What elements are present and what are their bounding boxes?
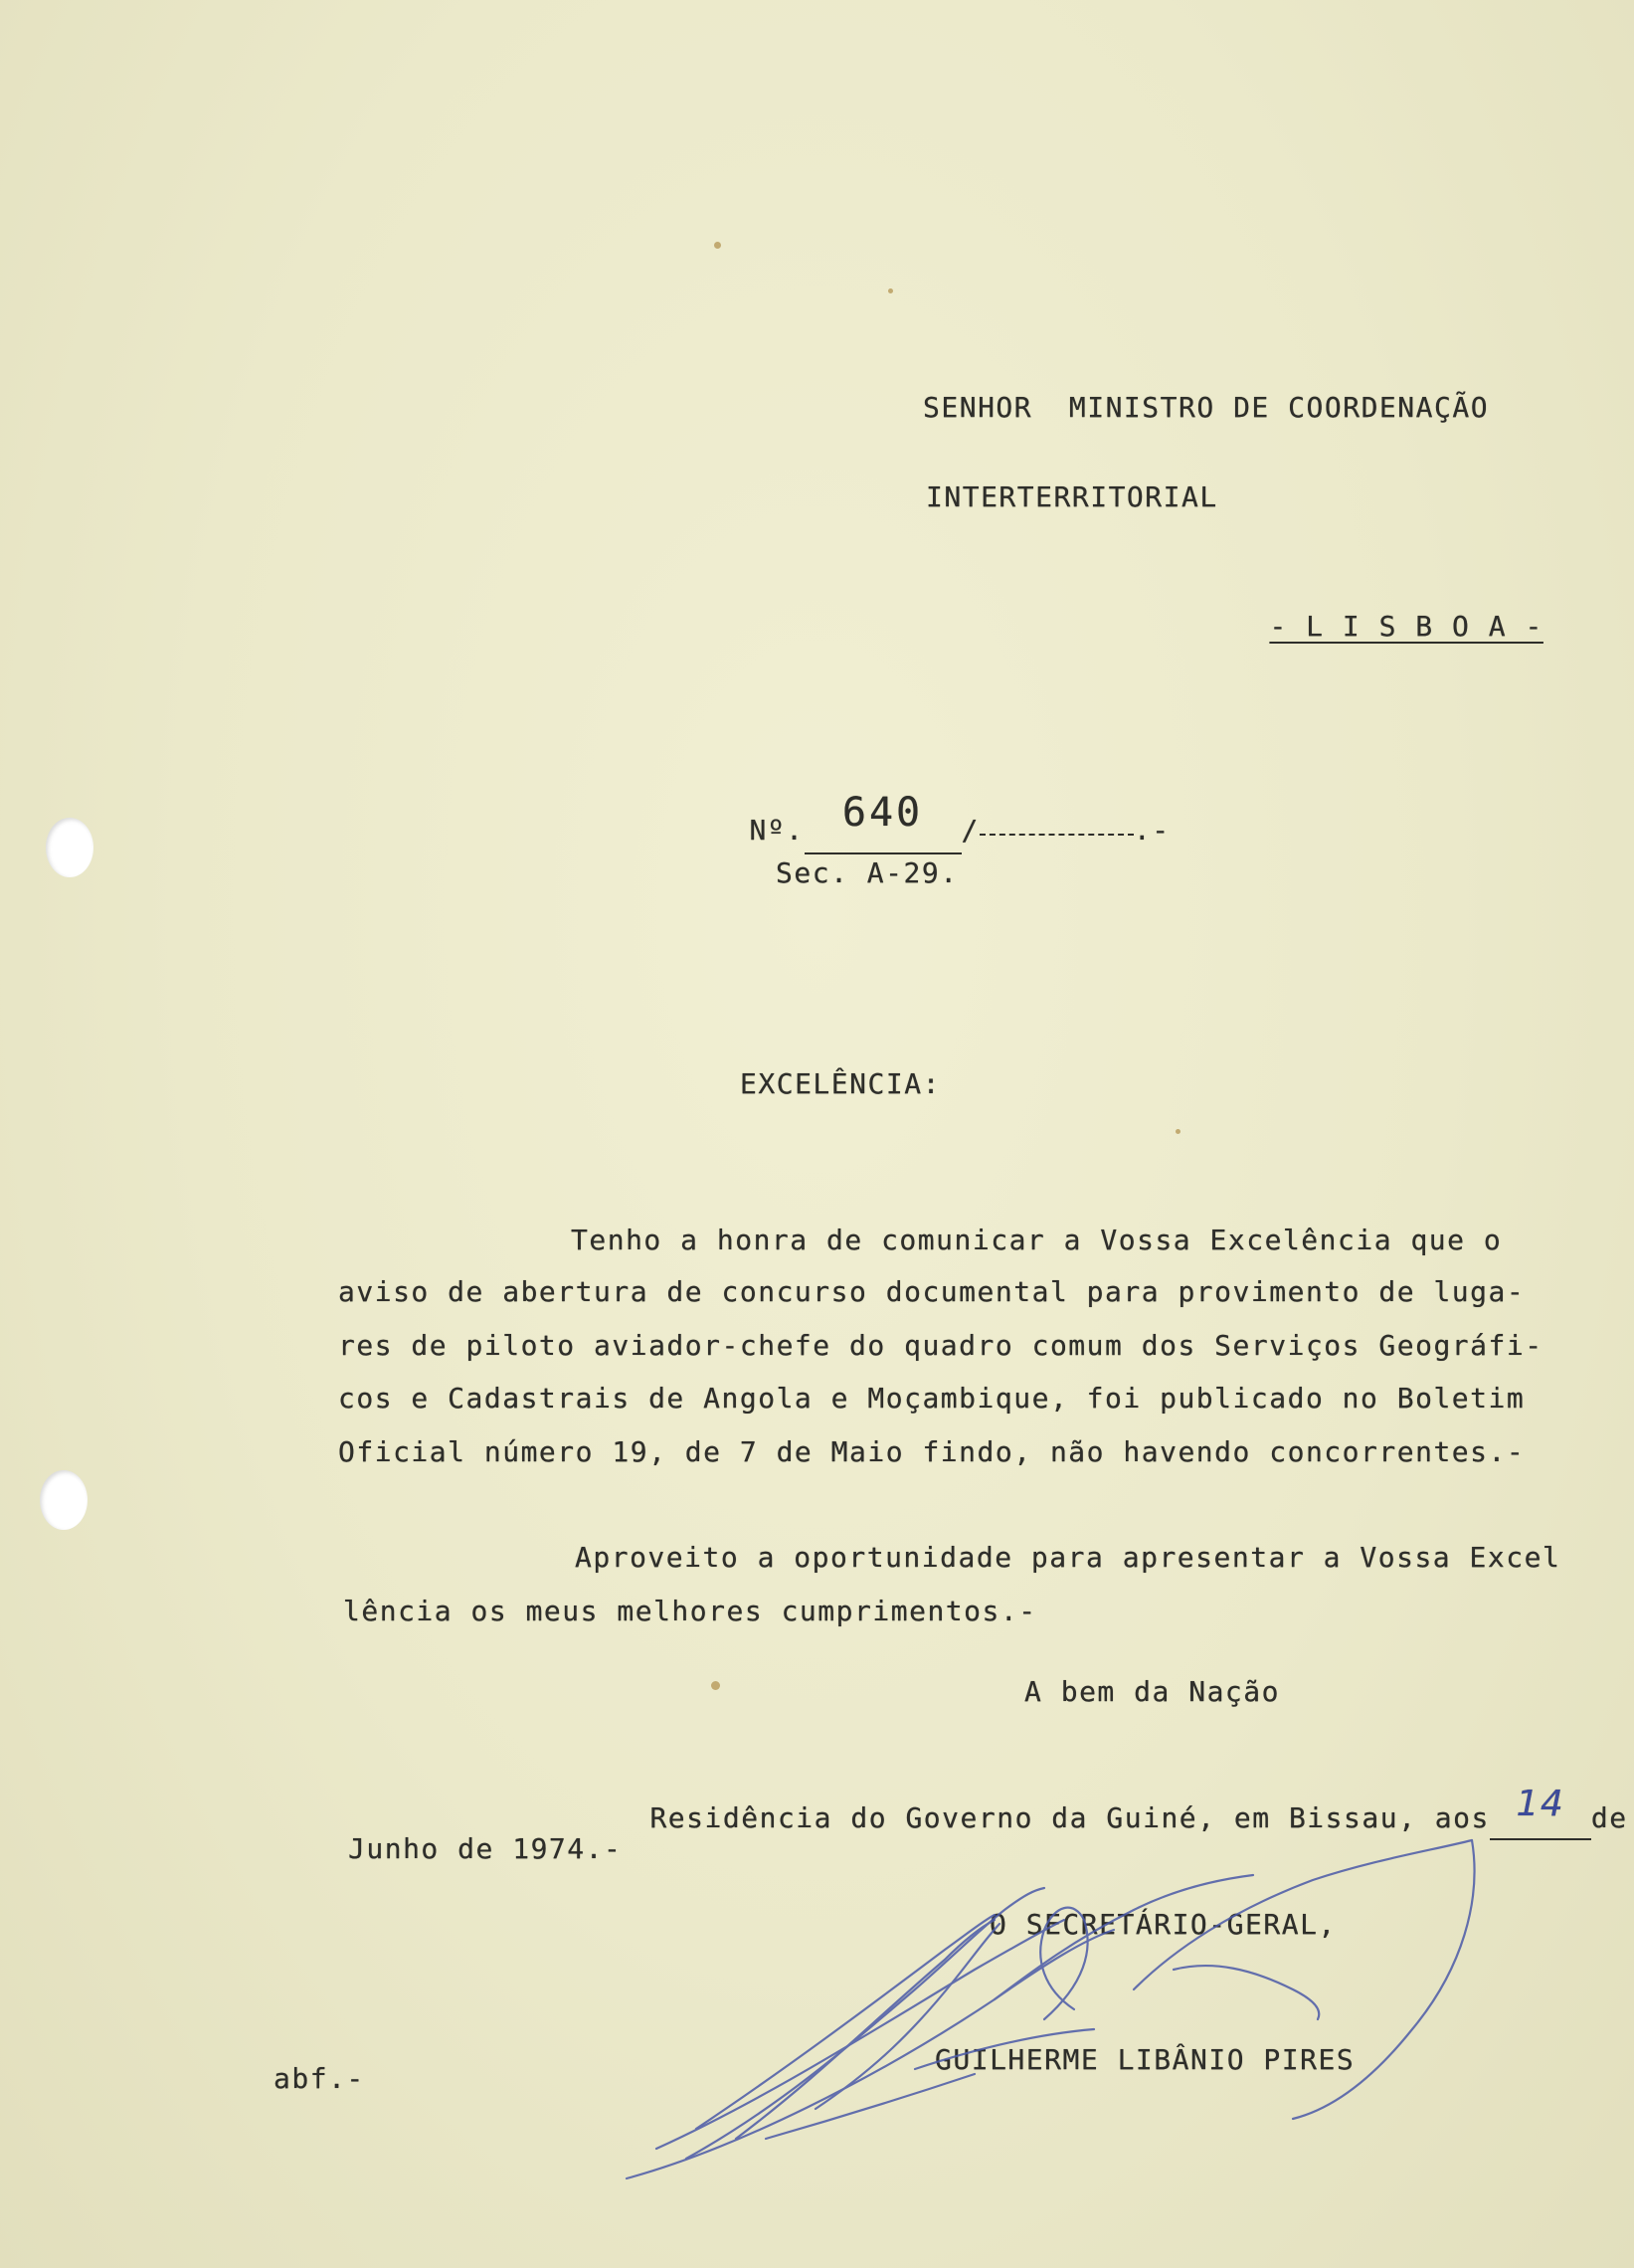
body-paragraph-1-line-5: Oficial número 19, de 7 de Maio findo, não havendo concorrentes.-	[338, 1435, 1526, 1468]
typist-initials: abf.-	[273, 2062, 365, 2095]
reference-number-end: .-	[1133, 814, 1171, 847]
paper-speck	[888, 288, 893, 293]
signatory-name: GUILHERME LIBÂNIO PIRES	[935, 2043, 1356, 2076]
reference-number-label: Nº.	[749, 814, 805, 847]
signatory-title: O SECRETÁRIO-GERAL,	[990, 1908, 1337, 1941]
body-paragraph-1-line-2: aviso de abertura de concurso documental para provimento de luga-	[338, 1275, 1526, 1308]
salutation: EXCELÊNCIA:	[740, 1067, 941, 1100]
punch-hole-top	[46, 818, 93, 877]
date-day-field	[1490, 1784, 1591, 1840]
body-paragraph-1-line-1: Tenho a honra de comunicar a Vossa Excelência que o	[571, 1224, 1503, 1256]
body-paragraph-1-line-4: cos e Cadastrais de Angola e Moçambique, foi publicado no Boletim	[338, 1382, 1526, 1415]
date-suffix: de	[1590, 1801, 1628, 1834]
reference-number-slash: /	[961, 814, 980, 847]
handwritten-signature	[617, 1820, 1492, 2198]
date-line-2: Junho de 1974.-	[348, 1832, 623, 1865]
body-paragraph-1-line-3: res de piloto aviador-chefe do quadro comum dos Serviços Geográfi-	[338, 1329, 1543, 1362]
punch-hole-bottom	[40, 1470, 88, 1530]
addressee-line-2: INTERTERRITORIAL	[926, 480, 1218, 513]
paper-speck	[1176, 1129, 1180, 1134]
body-paragraph-2-line-1: Aproveito a oportunidade para apresentar a Vossa Excel	[575, 1541, 1561, 1574]
date-prefix: Residência do Governo da Guiné, em Bissau, aos	[649, 1801, 1490, 1834]
reference-year-field	[980, 834, 1134, 836]
addressee-city	[1196, 585, 1543, 668]
reference-section: Sec. A-29.	[776, 856, 959, 889]
closing: A bem da Nação	[1024, 1675, 1281, 1708]
reference-number-value: 640	[841, 790, 924, 836]
reference-number-field	[805, 790, 962, 854]
paper-speck	[714, 242, 721, 249]
addressee-line-1: SENHOR MINISTRO DE COORDENAÇÃO	[923, 391, 1490, 424]
paper-speck	[711, 1681, 720, 1690]
addressee-city-text: - L I S B O A -	[1269, 610, 1543, 643]
body-paragraph-2-line-2: lência os meus melhores cumprimentos.-	[343, 1595, 1037, 1627]
date-day-value: 14	[1516, 1784, 1565, 1824]
